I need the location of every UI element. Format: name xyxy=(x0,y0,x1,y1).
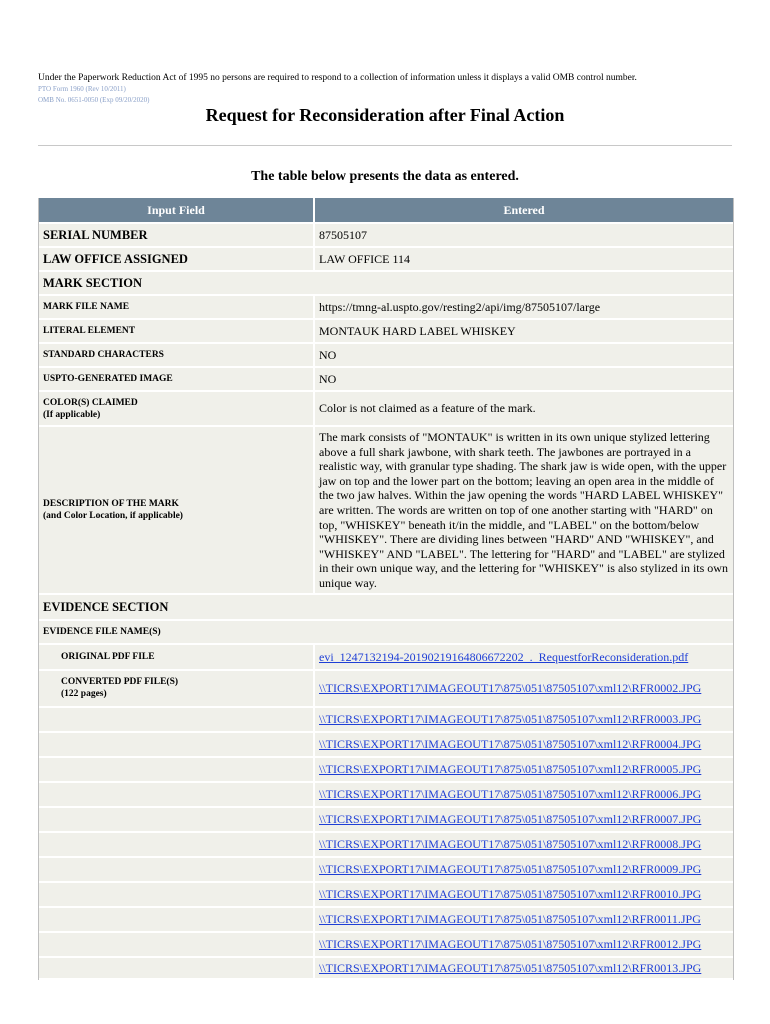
mark-file-name-label: MARK FILE NAME xyxy=(39,296,315,318)
evidence-file-names-heading: EVIDENCE FILE NAME(S) xyxy=(39,621,733,643)
empty-label-cell xyxy=(39,708,315,731)
converted-file-cell xyxy=(315,833,733,856)
converted-file-link[interactable]: \\TICRS\EXPORT17\IMAGEOUT17\875\051\87505107\xml12\RFR0004.JPG xyxy=(319,737,702,751)
table-row-converted-file xyxy=(39,708,733,733)
table-row-standard-characters xyxy=(39,344,733,368)
colors-claimed-label xyxy=(39,392,315,425)
table-row-colors-claimed xyxy=(39,392,733,427)
converted-file-link[interactable]: \\TICRS\EXPORT17\IMAGEOUT17\875\051\87505107\xml12\RFR0005.JPG xyxy=(319,762,702,776)
empty-label-cell xyxy=(39,783,315,806)
uspto-generated-image-value: NO xyxy=(315,368,733,390)
converted-file-cell xyxy=(315,883,733,906)
table-row-mark-description xyxy=(39,427,733,595)
uspto-generated-image-label: USPTO-GENERATED IMAGE xyxy=(39,368,315,390)
paperwork-notice: Under the Paperwork Reduction Act of 1995 no persons are required to respond to a collection of information unless it displays a valid OMB control number. xyxy=(38,73,637,83)
converted-pdf-label-line2: (122 pages) xyxy=(61,689,107,699)
empty-label-cell xyxy=(39,833,315,856)
empty-label-cell xyxy=(39,958,315,978)
column-header-entered: Entered xyxy=(315,198,733,222)
mark-description-value: The mark consists of "MONTAUK" is written in its own unique stylized lettering above a full shark jawbone, with shark teeth. The jawbones are portrayed in a realistic way, with granular type shading. The shark jaw is wide open, with the upper jaw on top and the lower part on the bottom; leaving an open area in the middle of the two jaw halves. Within the jaw opening the words "HARD LABEL WHISKEY" are written. The words are written on top of one another starting with "HARD" on top, "WHISKEY" beneath it/in the middle, and "LABEL" on the bottom/below "WHISKEY". There are dividing lines between "HARD" AND "WHISKEY", and "WHISKEY" AND "LABEL". The lettering for "HARD" and "LABEL" are stylized in their own unique way, and the lettering for "WHISKEY" is also stylized in its own unique way. xyxy=(315,427,733,593)
empty-label-cell xyxy=(39,758,315,781)
converted-pdf-label-line1: CONVERTED PDF FILE(S) xyxy=(61,677,179,687)
converted-file-link[interactable]: \\TICRS\EXPORT17\IMAGEOUT17\875\051\87505107\xml12\RFR0008.JPG xyxy=(319,837,702,851)
converted-file-link[interactable]: \\TICRS\EXPORT17\IMAGEOUT17\875\051\87505107\xml12\RFR0007.JPG xyxy=(319,812,702,826)
empty-label-cell xyxy=(39,908,315,931)
converted-file-cell xyxy=(315,808,733,831)
converted-file-cell xyxy=(315,958,733,978)
converted-file-link[interactable]: \\TICRS\EXPORT17\IMAGEOUT17\875\051\87505107\xml12\RFR0013.JPG xyxy=(319,960,702,975)
converted-file-cell xyxy=(315,933,733,956)
table-row-converted-file xyxy=(39,783,733,808)
literal-element-value: MONTAUK HARD LABEL WHISKEY xyxy=(315,320,733,342)
converted-file-cell xyxy=(315,758,733,781)
converted-pdf-label xyxy=(39,671,315,706)
data-table xyxy=(38,198,734,980)
table-row-converted-file xyxy=(39,858,733,883)
mark-description-label-line2: (and Color Location, if applicable) xyxy=(43,511,183,521)
empty-label-cell xyxy=(39,808,315,831)
evidence-section-row xyxy=(39,595,733,621)
table-row-converted-file xyxy=(39,933,733,958)
table-row-law-office xyxy=(39,248,733,272)
page-title: Request for Reconsideration after Final Action xyxy=(205,105,565,125)
converted-file-cell xyxy=(315,708,733,731)
divider xyxy=(38,145,732,146)
table-row-converted-file xyxy=(39,671,733,708)
converted-file-link[interactable]: \\TICRS\EXPORT17\IMAGEOUT17\875\051\87505107\xml12\RFR0009.JPG xyxy=(319,862,702,876)
converted-file-link[interactable]: \\TICRS\EXPORT17\IMAGEOUT17\875\051\87505107\xml12\RFR0011.JPG xyxy=(319,912,701,926)
standard-characters-label: STANDARD CHARACTERS xyxy=(39,344,315,366)
original-pdf-link[interactable]: evi_1247132194-20190219164806672202_._RequestforReconsideration.pdf xyxy=(319,649,689,664)
evidence-section-heading: EVIDENCE SECTION xyxy=(39,595,733,619)
empty-label-cell xyxy=(39,858,315,881)
converted-file-link[interactable]: \\TICRS\EXPORT17\IMAGEOUT17\875\051\87505107\xml12\RFR0010.JPG xyxy=(319,887,702,901)
column-header-input-field: Input Field xyxy=(39,198,315,222)
table-row-converted-file xyxy=(39,883,733,908)
evidence-file-names-row xyxy=(39,621,733,645)
law-office-label: LAW OFFICE ASSIGNED xyxy=(39,248,315,270)
mark-section-row xyxy=(39,272,733,296)
omb-number: OMB No. 0651-0050 (Exp 09/20/2020) xyxy=(38,96,150,104)
converted-file-cell xyxy=(315,908,733,931)
converted-file-cell xyxy=(315,783,733,806)
converted-file-link[interactable]: \\TICRS\EXPORT17\IMAGEOUT17\875\051\87505107\xml12\RFR0006.JPG xyxy=(319,787,702,801)
literal-element-label: LITERAL ELEMENT xyxy=(39,320,315,342)
converted-file-link[interactable]: \\TICRS\EXPORT17\IMAGEOUT17\875\051\87505107\xml12\RFR0003.JPG xyxy=(319,712,702,726)
table-row-mark-file-name xyxy=(39,296,733,320)
original-pdf-label: ORIGINAL PDF FILE xyxy=(39,645,315,669)
converted-file-cell xyxy=(315,858,733,881)
table-row-literal-element xyxy=(39,320,733,344)
law-office-value: LAW OFFICE 114 xyxy=(315,248,733,270)
serial-number-label: SERIAL NUMBER xyxy=(39,224,315,246)
empty-label-cell xyxy=(39,883,315,906)
table-row-converted-file xyxy=(39,733,733,758)
colors-claimed-value: Color is not claimed as a feature of the mark. xyxy=(315,392,733,425)
original-pdf-cell xyxy=(315,645,733,669)
empty-label-cell xyxy=(39,933,315,956)
table-row-converted-file xyxy=(39,758,733,783)
table-row-converted-file xyxy=(39,908,733,933)
converted-file-link[interactable]: \\TICRS\EXPORT17\IMAGEOUT17\875\051\87505107\xml12\RFR0012.JPG xyxy=(319,937,702,951)
form-number: PTO Form 1960 (Rev 10/2011) xyxy=(38,85,126,93)
table-row-converted-file xyxy=(39,808,733,833)
standard-characters-value: NO xyxy=(315,344,733,366)
table-row-original-pdf xyxy=(39,645,733,671)
mark-file-name-value: https://tmng-al.uspto.gov/resting2/api/img/87505107/large xyxy=(315,296,733,318)
colors-claimed-label-line2: (If applicable) xyxy=(43,409,101,420)
mark-description-label xyxy=(39,427,315,593)
mark-description-label-line1: DESCRIPTION OF THE MARK xyxy=(43,499,179,509)
converted-file-cell xyxy=(315,733,733,756)
table-row-serial-number xyxy=(39,224,733,248)
table-row-converted-file xyxy=(39,833,733,858)
empty-label-cell xyxy=(39,733,315,756)
converted-file-cell xyxy=(315,671,733,706)
table-row-uspto-generated-image xyxy=(39,368,733,392)
table-row-converted-file xyxy=(39,958,733,980)
converted-file-link[interactable]: \\TICRS\EXPORT17\IMAGEOUT17\875\051\87505107\xml12\RFR0002.JPG xyxy=(319,681,702,695)
serial-number-value: 87505107 xyxy=(315,224,733,246)
colors-claimed-label-line1: COLOR(S) CLAIMED xyxy=(43,397,138,408)
table-header-row xyxy=(39,198,733,224)
mark-section-heading: MARK SECTION xyxy=(39,272,733,294)
table-caption: The table below presents the data as entered. xyxy=(251,169,519,184)
